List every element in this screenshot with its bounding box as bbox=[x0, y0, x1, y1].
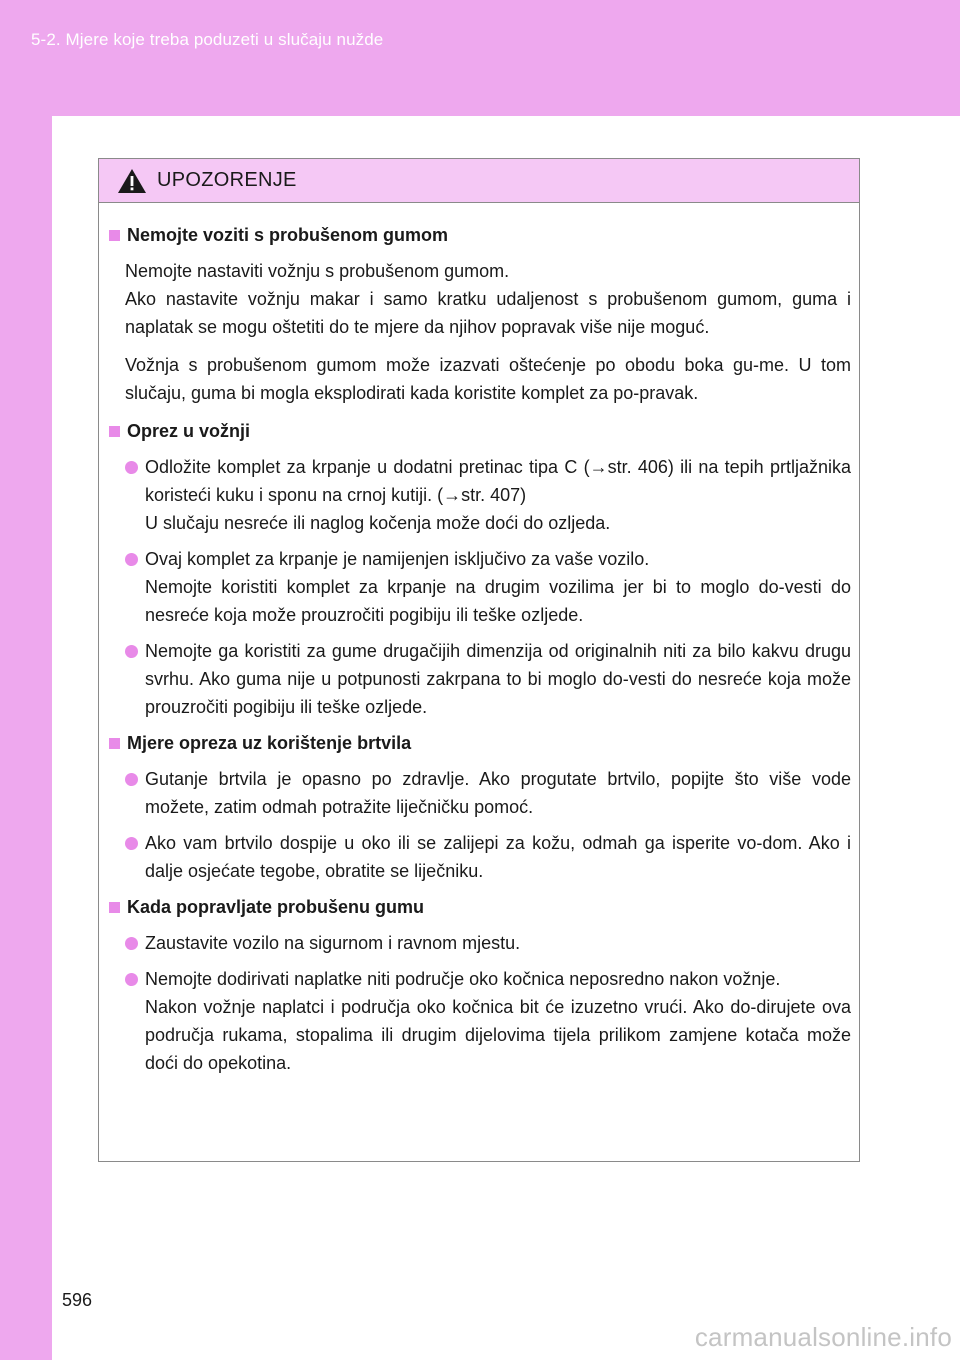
side-band bbox=[0, 116, 52, 1360]
list-item: Gutanje brtvila je opasno po zdravlje. Ako progutate brtvilo, popijte što više vode možete, zatim odmah potražite liječničku pomoć. bbox=[125, 765, 851, 821]
warning-box bbox=[98, 158, 860, 1162]
section-heading: Kada popravljate probušenu gumu bbox=[109, 893, 851, 921]
page-number: 596 bbox=[62, 1290, 93, 1310]
square-bullet-icon bbox=[109, 230, 120, 241]
warning-triangle-icon bbox=[117, 168, 147, 194]
section-heading: Mjere opreza uz korištenje brtvila bbox=[109, 729, 851, 757]
circle-bullet-icon bbox=[125, 773, 138, 786]
list-item: Nemojte ga koristiti za gume drugačijih dimenzija od originalnih niti za bilo kakvu drugu svrhu. Ako guma nije u potpunosti zakrpana to bi moglo do-vesti do nesreće koja može prouzročiti pogibiju ili teške ozljede. bbox=[125, 637, 851, 721]
circle-bullet-icon bbox=[125, 973, 138, 986]
list-item: Nemojte dodirivati naplatke niti područje oko kočnica neposredno nakon vožnje. Nakon vožnje naplatci i područja oko kočnica bit će izuzetno vrući. Ako do-dirujete ova područja rukama, stopalima ili drugim dijelovima tijela prilikom zamjene kotača može doći do opekotina. bbox=[125, 965, 851, 1077]
watermark: carmanualsonline.info bbox=[694, 1322, 952, 1352]
section-heading: Oprez u vožnji bbox=[109, 417, 851, 445]
paragraph: Nemojte nastaviti vožnju s probušenom gumom. Ako nastavite vožnju makar i samo kratku udaljenost s probušenom gumom, guma i naplatak se mogu oštetiti do te mjere da njihov popravak više nije moguć. bbox=[125, 261, 851, 337]
warning-body bbox=[99, 203, 859, 1077]
list-item: Odložite komplet za krpanje u dodatni pretinac tipa C (→str. 406) ili na tepih prtljažnika koristeći kuku i sponu na crnoj kutiji. (→str. 407) U slučaju nesreće ili naglog kočenja može doći do ozljeda. bbox=[125, 453, 851, 537]
square-bullet-icon bbox=[109, 426, 120, 437]
list-item: Zaustavite vozilo na sigurnom i ravnom mjestu. bbox=[125, 929, 851, 957]
section-header: 5-2. Mjere koje treba poduzeti u slučaju nužde bbox=[31, 30, 384, 49]
square-bullet-icon bbox=[109, 902, 120, 913]
circle-bullet-icon bbox=[125, 937, 138, 950]
warning-title: UPOZORENJE bbox=[157, 169, 297, 191]
circle-bullet-icon bbox=[125, 553, 138, 566]
circle-bullet-icon bbox=[125, 461, 138, 474]
circle-bullet-icon bbox=[125, 837, 138, 850]
header-band bbox=[0, 0, 960, 116]
paragraph: Vožnja s probušenom gumom može izazvati oštećenje po obodu boka gu-me. U tom slučaju, guma bi mogla eksplodirati kada koristite komplet za po-pravak. bbox=[125, 355, 851, 403]
list-item: Ovaj komplet za krpanje je namijenjen isključivo za vaše vozilo. Nemojte koristiti komplet za krpanje na drugim vozilima jer bi to moglo do-vesti do nesreće koja može prouzročiti pogibiju ili teške ozljede. bbox=[125, 545, 851, 629]
list-item: Ako vam brtvilo dospije u oko ili se zalijepi za kožu, odmah ga isperite vo-dom. Ako i dalje osjećate tegobe, obratite se liječniku. bbox=[125, 829, 851, 885]
warning-header bbox=[99, 159, 859, 203]
square-bullet-icon bbox=[109, 738, 120, 749]
circle-bullet-icon bbox=[125, 645, 138, 658]
section-heading: Nemojte voziti s probušenom gumom bbox=[109, 221, 851, 249]
